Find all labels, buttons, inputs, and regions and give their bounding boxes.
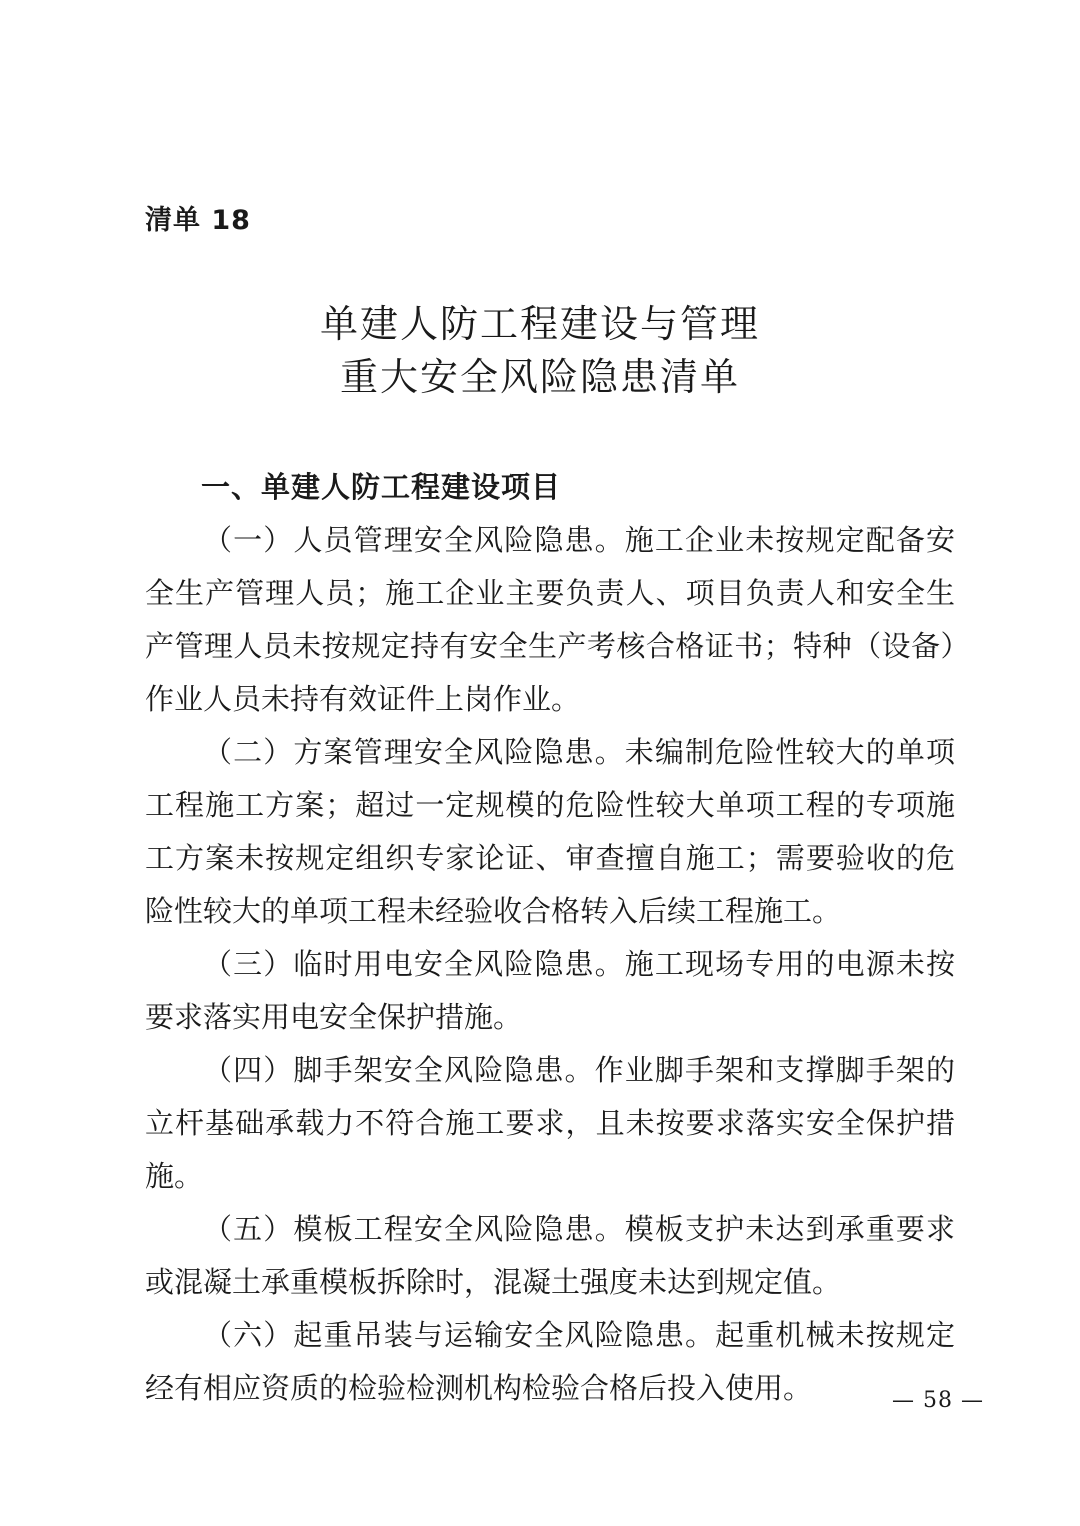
- section-heading: 一、单建人防工程建设项目: [201, 470, 562, 504]
- paragraph-1: （一）人员管理安全风险隐患。施工企业未按规定配备安全生产管理人员；施工企业主要负责人、项目负责人和安全生产管理人员未按规定持有安全生产考核合格证书；特种（设备）作业人员未持有效证件上岗作业。: [145, 523, 955, 716]
- paragraph-2: （二）方案管理安全风险隐患。未编制危险性较大的单项工程施工方案；超过一定规模的危险性较大单项工程的专项施工方案未按规定组织专家论证、审查擅自施工；需要验收的危险性较大的单项工程未经验收合格转入后续工程施工。: [145, 735, 955, 928]
- page-number: — 58 —: [892, 1388, 984, 1413]
- paragraph-5: （五）模板工程安全风险隐患。模板支护未达到承重要求或混凝土承重模板拆除时，混凝土强度未达到规定值。: [145, 1212, 955, 1299]
- document-title-line-1: 单建人防工程建设与管理: [319, 302, 760, 346]
- paragraph-3: （三）临时用电安全风险隐患。施工现场专用的电源未按要求落实用电安全保护措施。: [145, 947, 955, 1034]
- body-text: [145, 514, 955, 1415]
- paragraph-4: （四）脚手架安全风险隐患。作业脚手架和支撑脚手架的立杆基础承载力不符合施工要求，且未按要求落实安全保护措施。: [145, 1053, 955, 1193]
- paragraph-6: （六）起重吊装与运输安全风险隐患。起重机械未按规定经有相应资质的检验检测机构检验合格后投入使用。: [145, 1318, 955, 1405]
- document-title-line-2: 重大安全风险隐患清单: [339, 355, 740, 399]
- list-label: 清单 18: [145, 205, 251, 236]
